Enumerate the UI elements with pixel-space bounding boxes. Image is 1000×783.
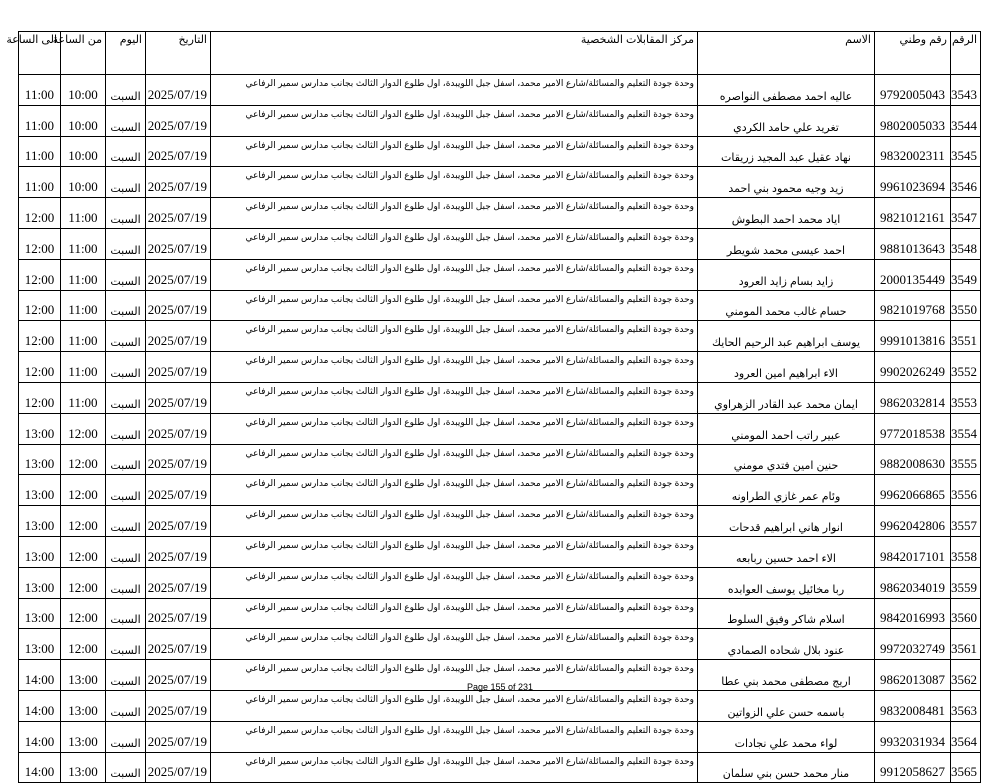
row-date: 2025/07/19 [146, 321, 211, 352]
row-national-id: 2000135449 [875, 259, 951, 290]
row-day: السبت [106, 475, 146, 506]
row-number: 3561 [951, 629, 981, 660]
row-interview-center: وحدة جودة التعليم والمسائلة/شارع الامير محمد، اسفل جبل اللويبدة، اول طلوع الدوار الثالث بجانب مدارس سمير الرفاعي [211, 228, 698, 259]
row-day: السبت [106, 136, 146, 167]
row-number: 3562 [951, 660, 981, 691]
row-name: حنين امين فتدي مومني [698, 444, 875, 475]
row-number: 3550 [951, 290, 981, 321]
row-to-time: 11:00 [19, 75, 61, 106]
row-date: 2025/07/19 [146, 413, 211, 444]
row-number: 3548 [951, 228, 981, 259]
row-to-time: 12:00 [19, 321, 61, 352]
row-to-time: 11:00 [19, 136, 61, 167]
table-row [19, 506, 981, 537]
table-row [19, 136, 981, 167]
row-name: اياد محمد احمد البطوش [698, 198, 875, 229]
row-number: 3565 [951, 752, 981, 783]
row-national-id: 9882008630 [875, 444, 951, 475]
table-body [19, 75, 981, 783]
row-interview-center: وحدة جودة التعليم والمسائلة/شارع الامير محمد، اسفل جبل اللويبدة، اول طلوع الدوار الثالث بجانب مدارس سمير الرفاعي [211, 198, 698, 229]
table-row [19, 167, 981, 198]
row-number: 3549 [951, 259, 981, 290]
row-number: 3560 [951, 598, 981, 629]
row-day: السبت [106, 228, 146, 259]
row-from-time: 12:00 [61, 506, 106, 537]
table-row [19, 444, 981, 475]
row-to-time: 14:00 [19, 721, 61, 752]
table-row [19, 290, 981, 321]
row-interview-center: وحدة جودة التعليم والمسائلة/شارع الامير محمد، اسفل جبل اللويبدة، اول طلوع الدوار الثالث بجانب مدارس سمير الرفاعي [211, 352, 698, 383]
row-to-time: 12:00 [19, 352, 61, 383]
row-interview-center: وحدة جودة التعليم والمسائلة/شارع الامير محمد، اسفل جبل اللويبدة، اول طلوع الدوار الثالث بجانب مدارس سمير الرفاعي [211, 752, 698, 783]
row-interview-center: وحدة جودة التعليم والمسائلة/شارع الامير محمد، اسفل جبل اللويبدة، اول طلوع الدوار الثالث بجانب مدارس سمير الرفاعي [211, 167, 698, 198]
table-row [19, 413, 981, 444]
row-date: 2025/07/19 [146, 629, 211, 660]
row-to-time: 13:00 [19, 506, 61, 537]
row-from-time: 13:00 [61, 690, 106, 721]
row-date: 2025/07/19 [146, 352, 211, 383]
row-interview-center: وحدة جودة التعليم والمسائلة/شارع الامير محمد، اسفل جبل اللويبدة، اول طلوع الدوار الثالث بجانب مدارس سمير الرفاعي [211, 136, 698, 167]
row-national-id: 9881013643 [875, 228, 951, 259]
row-from-time: 12:00 [61, 598, 106, 629]
row-day: السبت [106, 167, 146, 198]
row-name: حسام غالب محمد المومني [698, 290, 875, 321]
row-from-time: 11:00 [61, 198, 106, 229]
row-number: 3545 [951, 136, 981, 167]
row-national-id: 9961023694 [875, 167, 951, 198]
row-name: يوسف ابراهيم عبد الرحيم الحايك [698, 321, 875, 352]
table-row [19, 536, 981, 567]
row-day: السبت [106, 444, 146, 475]
header-from-time: من الساعة [61, 32, 106, 75]
row-to-time: 13:00 [19, 598, 61, 629]
row-day: السبت [106, 413, 146, 444]
row-date: 2025/07/19 [146, 721, 211, 752]
row-interview-center: وحدة جودة التعليم والمسائلة/شارع الامير محمد، اسفل جبل اللويبدة، اول طلوع الدوار الثالث بجانب مدارس سمير الرفاعي [211, 105, 698, 136]
row-from-time: 12:00 [61, 475, 106, 506]
row-date: 2025/07/19 [146, 290, 211, 321]
row-date: 2025/07/19 [146, 198, 211, 229]
row-national-id: 9972032749 [875, 629, 951, 660]
row-name: الاء احمد حسين ربابعه [698, 536, 875, 567]
table-row [19, 721, 981, 752]
row-date: 2025/07/19 [146, 259, 211, 290]
row-interview-center: وحدة جودة التعليم والمسائلة/شارع الامير محمد، اسفل جبل اللويبدة، اول طلوع الدوار الثالث بجانب مدارس سمير الرفاعي [211, 660, 698, 691]
row-day: السبت [106, 598, 146, 629]
row-day: السبت [106, 506, 146, 537]
row-from-time: 12:00 [61, 536, 106, 567]
row-number: 3558 [951, 536, 981, 567]
row-to-time: 11:00 [19, 167, 61, 198]
table-row [19, 198, 981, 229]
row-national-id: 9862034019 [875, 567, 951, 598]
row-national-id: 9862032814 [875, 382, 951, 413]
row-number: 3547 [951, 198, 981, 229]
row-interview-center: وحدة جودة التعليم والمسائلة/شارع الامير محمد، اسفل جبل اللويبدة، اول طلوع الدوار الثالث بجانب مدارس سمير الرفاعي [211, 690, 698, 721]
header-national-id: رقم وطني [875, 32, 951, 75]
table-row [19, 259, 981, 290]
row-day: السبت [106, 690, 146, 721]
row-national-id: 9792005043 [875, 75, 951, 106]
row-name: وئام عمر غازي الطراونه [698, 475, 875, 506]
table-row [19, 75, 981, 106]
row-to-time: 13:00 [19, 629, 61, 660]
row-name: عنود بلال شحاده الصمادي [698, 629, 875, 660]
row-name: عاليه احمد مصطفى النواصره [698, 75, 875, 106]
row-interview-center: وحدة جودة التعليم والمسائلة/شارع الامير محمد، اسفل جبل اللويبدة، اول طلوع الدوار الثالث بجانب مدارس سمير الرفاعي [211, 721, 698, 752]
row-interview-center: وحدة جودة التعليم والمسائلة/شارع الامير محمد، اسفل جبل اللويبدة، اول طلوع الدوار الثالث بجانب مدارس سمير الرفاعي [211, 536, 698, 567]
header-row [19, 32, 981, 75]
row-from-time: 13:00 [61, 752, 106, 783]
table-row [19, 228, 981, 259]
row-date: 2025/07/19 [146, 690, 211, 721]
table-row [19, 352, 981, 383]
table-row [19, 475, 981, 506]
row-name: منار محمد حسن بني سلمان [698, 752, 875, 783]
row-interview-center: وحدة جودة التعليم والمسائلة/شارع الامير محمد، اسفل جبل اللويبدة، اول طلوع الدوار الثالث بجانب مدارس سمير الرفاعي [211, 75, 698, 106]
row-to-time: 12:00 [19, 290, 61, 321]
row-to-time: 12:00 [19, 198, 61, 229]
row-day: السبت [106, 382, 146, 413]
row-date: 2025/07/19 [146, 75, 211, 106]
row-day: السبت [106, 321, 146, 352]
row-to-time: 13:00 [19, 475, 61, 506]
row-day: السبت [106, 105, 146, 136]
row-interview-center: وحدة جودة التعليم والمسائلة/شارع الامير محمد، اسفل جبل اللويبدة، اول طلوع الدوار الثالث بجانب مدارس سمير الرفاعي [211, 567, 698, 598]
row-name: انوار هاني ابراهيم قدحات [698, 506, 875, 537]
row-to-time: 13:00 [19, 444, 61, 475]
row-from-time: 11:00 [61, 259, 106, 290]
row-national-id: 9821012161 [875, 198, 951, 229]
row-from-time: 12:00 [61, 444, 106, 475]
row-from-time: 13:00 [61, 721, 106, 752]
row-interview-center: وحدة جودة التعليم والمسائلة/شارع الامير محمد، اسفل جبل اللويبدة، اول طلوع الدوار الثالث بجانب مدارس سمير الرفاعي [211, 290, 698, 321]
row-national-id: 9802005033 [875, 105, 951, 136]
row-number: 3551 [951, 321, 981, 352]
row-date: 2025/07/19 [146, 567, 211, 598]
header-name: الاسم [698, 32, 875, 75]
row-from-time: 10:00 [61, 75, 106, 106]
header-num: الرقم [951, 32, 981, 75]
row-day: السبت [106, 352, 146, 383]
row-national-id: 9832008481 [875, 690, 951, 721]
table-row [19, 598, 981, 629]
row-number: 3556 [951, 475, 981, 506]
row-interview-center: وحدة جودة التعليم والمسائلة/شارع الامير محمد، اسفل جبل اللويبدة، اول طلوع الدوار الثالث بجانب مدارس سمير الرفاعي [211, 629, 698, 660]
row-day: السبت [106, 660, 146, 691]
row-date: 2025/07/19 [146, 752, 211, 783]
row-to-time: 13:00 [19, 567, 61, 598]
row-date: 2025/07/19 [146, 228, 211, 259]
row-date: 2025/07/19 [146, 105, 211, 136]
row-from-time: 12:00 [61, 567, 106, 598]
row-from-time: 11:00 [61, 290, 106, 321]
row-day: السبت [106, 629, 146, 660]
row-to-time: 13:00 [19, 413, 61, 444]
row-national-id: 9842016993 [875, 598, 951, 629]
row-national-id: 9991013816 [875, 321, 951, 352]
row-to-time: 11:00 [19, 105, 61, 136]
row-from-time: 10:00 [61, 167, 106, 198]
row-interview-center: وحدة جودة التعليم والمسائلة/شارع الامير محمد، اسفل جبل اللويبدة، اول طلوع الدوار الثالث بجانب مدارس سمير الرفاعي [211, 598, 698, 629]
row-name: زيد وجيه محمود بني احمد [698, 167, 875, 198]
row-national-id: 9832002311 [875, 136, 951, 167]
row-interview-center: وحدة جودة التعليم والمسائلة/شارع الامير محمد، اسفل جبل اللويبدة، اول طلوع الدوار الثالث بجانب مدارس سمير الرفاعي [211, 382, 698, 413]
row-name: زايد بسام زايد العرود [698, 259, 875, 290]
row-from-time: 11:00 [61, 352, 106, 383]
row-number: 3544 [951, 105, 981, 136]
row-date: 2025/07/19 [146, 167, 211, 198]
row-interview-center: وحدة جودة التعليم والمسائلة/شارع الامير محمد، اسفل جبل اللويبدة، اول طلوع الدوار الثالث بجانب مدارس سمير الرفاعي [211, 506, 698, 537]
row-name: لواء محمد علي نجادات [698, 721, 875, 752]
row-to-time: 14:00 [19, 660, 61, 691]
row-date: 2025/07/19 [146, 536, 211, 567]
row-day: السبت [106, 721, 146, 752]
row-name: باسمه حسن علي الزواتين [698, 690, 875, 721]
schedule-sheet [6, 31, 980, 783]
row-date: 2025/07/19 [146, 382, 211, 413]
row-to-time: 13:00 [19, 536, 61, 567]
row-to-time: 12:00 [19, 228, 61, 259]
row-interview-center: وحدة جودة التعليم والمسائلة/شارع الامير محمد، اسفل جبل اللويبدة، اول طلوع الدوار الثالث بجانب مدارس سمير الرفاعي [211, 259, 698, 290]
row-day: السبت [106, 290, 146, 321]
row-day: السبت [106, 259, 146, 290]
table-row [19, 382, 981, 413]
row-name: تغريد علي حامد الكردي [698, 105, 875, 136]
row-name: الاء ابراهيم امين العرود [698, 352, 875, 383]
header-to-time: الى الساعة [19, 32, 61, 75]
row-from-time: 12:00 [61, 629, 106, 660]
table-row [19, 629, 981, 660]
row-number: 3559 [951, 567, 981, 598]
table-row [19, 690, 981, 721]
row-national-id: 9932031934 [875, 721, 951, 752]
row-national-id: 9962042806 [875, 506, 951, 537]
row-number: 3555 [951, 444, 981, 475]
row-date: 2025/07/19 [146, 660, 211, 691]
row-to-time: 12:00 [19, 259, 61, 290]
row-from-time: 10:00 [61, 105, 106, 136]
row-date: 2025/07/19 [146, 506, 211, 537]
row-national-id: 9912058627 [875, 752, 951, 783]
row-name: اسلام شاكر وفيق السلوط [698, 598, 875, 629]
row-to-time: 14:00 [19, 690, 61, 721]
row-number: 3563 [951, 690, 981, 721]
row-number: 3557 [951, 506, 981, 537]
row-number: 3552 [951, 352, 981, 383]
row-day: السبت [106, 75, 146, 106]
row-interview-center: وحدة جودة التعليم والمسائلة/شارع الامير محمد، اسفل جبل اللويبدة، اول طلوع الدوار الثالث بجانب مدارس سمير الرفاعي [211, 444, 698, 475]
row-day: السبت [106, 198, 146, 229]
header-interview-center: مركز المقابلات الشخصية [211, 32, 698, 75]
row-date: 2025/07/19 [146, 136, 211, 167]
interview-schedule-table [6, 31, 981, 783]
row-name: ايمان محمد عبد القادر الزهراوي [698, 382, 875, 413]
table-row [19, 321, 981, 352]
row-from-time: 13:00 [61, 660, 106, 691]
row-from-time: 10:00 [61, 136, 106, 167]
table-row [19, 105, 981, 136]
row-from-time: 11:00 [61, 321, 106, 352]
row-name: اريج مصطفى محمد بني عطا [698, 660, 875, 691]
row-name: عبير راتب احمد المومني [698, 413, 875, 444]
row-national-id: 9821019768 [875, 290, 951, 321]
row-interview-center: وحدة جودة التعليم والمسائلة/شارع الامير محمد، اسفل جبل اللويبدة، اول طلوع الدوار الثالث بجانب مدارس سمير الرفاعي [211, 475, 698, 506]
row-date: 2025/07/19 [146, 444, 211, 475]
row-national-id: 9842017101 [875, 536, 951, 567]
row-national-id: 9772018538 [875, 413, 951, 444]
row-number: 3564 [951, 721, 981, 752]
row-number: 3553 [951, 382, 981, 413]
row-from-time: 11:00 [61, 382, 106, 413]
row-day: السبت [106, 567, 146, 598]
row-name: احمد عيسى محمد شويطر [698, 228, 875, 259]
page-footer: Page 155 of 231 [466, 682, 534, 692]
row-day: السبت [106, 752, 146, 783]
row-date: 2025/07/19 [146, 475, 211, 506]
row-name: نهاد عقيل عبد المجيد زريقات [698, 136, 875, 167]
header-day: اليوم [106, 32, 146, 75]
table-row [19, 567, 981, 598]
row-day: السبت [106, 536, 146, 567]
row-number: 3554 [951, 413, 981, 444]
row-national-id: 9862013087 [875, 660, 951, 691]
row-to-time: 12:00 [19, 382, 61, 413]
row-date: 2025/07/19 [146, 598, 211, 629]
header-date: التاريخ [146, 32, 211, 75]
row-national-id: 9962066865 [875, 475, 951, 506]
row-interview-center: وحدة جودة التعليم والمسائلة/شارع الامير محمد، اسفل جبل اللويبدة، اول طلوع الدوار الثالث بجانب مدارس سمير الرفاعي [211, 321, 698, 352]
table-row [19, 752, 981, 783]
row-national-id: 9902026249 [875, 352, 951, 383]
row-to-time: 14:00 [19, 752, 61, 783]
row-number: 3543 [951, 75, 981, 106]
row-from-time: 11:00 [61, 228, 106, 259]
row-name: ربا مخائيل يوسف العوابده [698, 567, 875, 598]
row-interview-center: وحدة جودة التعليم والمسائلة/شارع الامير محمد، اسفل جبل اللويبدة، اول طلوع الدوار الثالث بجانب مدارس سمير الرفاعي [211, 413, 698, 444]
row-number: 3546 [951, 167, 981, 198]
row-from-time: 12:00 [61, 413, 106, 444]
